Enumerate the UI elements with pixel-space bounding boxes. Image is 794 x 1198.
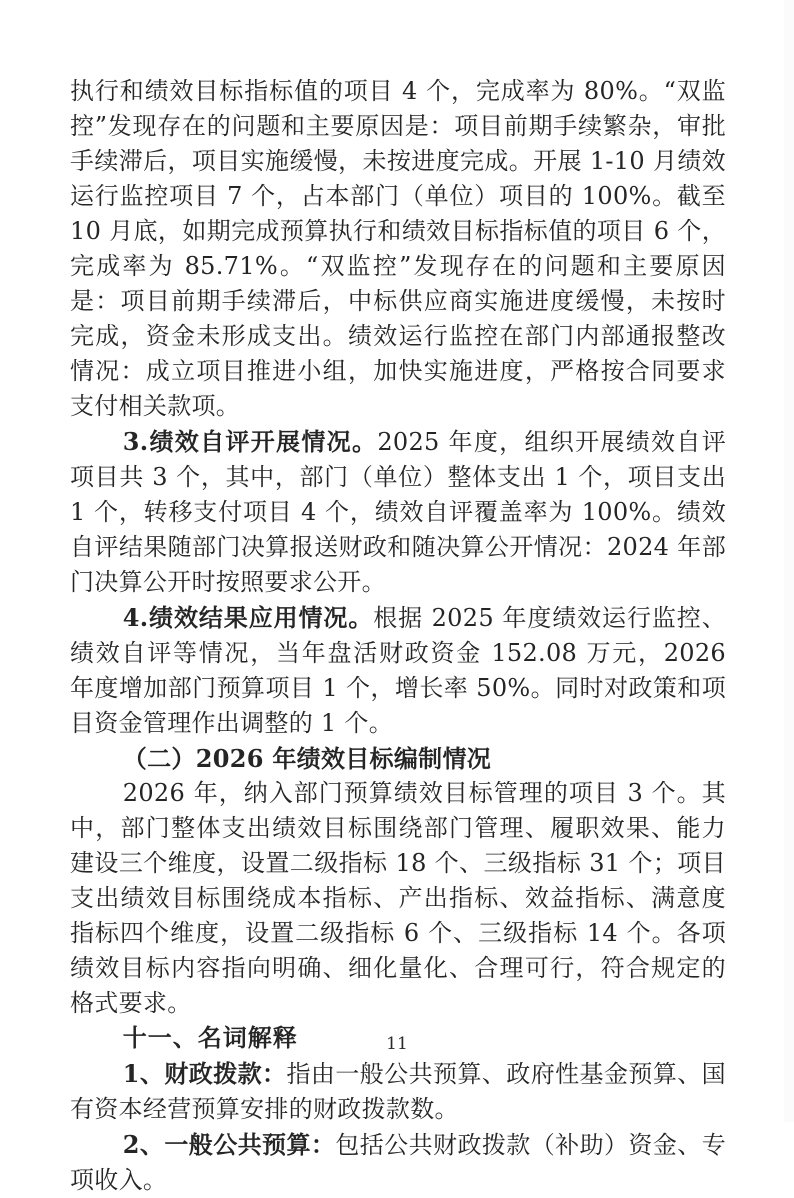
document-content (70, 74, 726, 1198)
text-segment: 十一、名词解释 (122, 1024, 298, 1052)
paragraph (70, 1127, 726, 1198)
text-segment: （二）2026 年绩效目标编制情况 (122, 744, 492, 773)
text-segment: 2025 年度，组织开展绩效自评项目共 3 个，其中，部门（单位）整体支出 1 个，项目支出 1 个，转移支付项目 4 个，绩效自评覆盖率为 100%。绩效自评结果随部门决算报送财政和随决算公开情况：2024 年部门决算公开时按照要求公开。 (70, 428, 726, 596)
text-segment: 1、财政拨款： (122, 1059, 287, 1088)
paragraph (70, 74, 726, 424)
paragraph (70, 600, 726, 741)
paragraph (70, 424, 726, 600)
paragraph (70, 776, 726, 1021)
text-segment: 2026 年，纳入部门预算绩效目标管理的项目 3 个。其中，部门整体支出绩效目标围绕部门管理、履职效果、能力建设三个维度，设置二级指标 18 个、三级指标 31 个；项目支出绩效目标围绕成本指标、产出指标、效益指标、满意度指标四个维度，设置二级指标 6 个、三级指标 14 个。各项绩效目标内容指向明确、细化量化、合理可行，符合规定的格式要求。 (70, 779, 726, 1017)
text-segment: 3.绩效自评开展情况。 (122, 427, 378, 456)
text-segment: 执行和绩效目标指标值的项目 4 个，完成率为 80%。“双监控”发现存在的问题和主要原因是：项目前期手续繁杂，审批手续滞后，项目实施缓慢，未按进度完成。开展 1-10 月绩效运行监控项目 7 个，占本部门（单位）项目的 100%。截至 10 月底，如期完成预算执行和绩效目标指标值的项目 6 个，完成率为 85.71%。“双监控”发现存在的问题和主要原因是：项目前期手续滞后，中标供应商实施进度缓慢，未按时完成，资金未形成支出。绩效运行监控在部门内部通报整改情况：成立项目推进小组，加快实施进度，严格按合同要求支付相关款项。 (70, 77, 726, 420)
sub-heading (70, 741, 726, 776)
page-footer (0, 1034, 794, 1054)
paragraph (70, 1056, 726, 1127)
text-segment: 包括公共财政拨款（补助）资金、专项收入。 (70, 1131, 726, 1194)
text-segment: 2、一般公共预算： (122, 1130, 336, 1159)
text-segment: 根据 2025 年度绩效运行监控、绩效自评等情况，当年盘活财政资金 152.08 万元，2026 年度增加部门预算项目 1 个，增长率 50%。同时对政策和项目资金管理作出调整的 1 个。 (70, 604, 726, 737)
text-segment: 指由一般公共预算、政府性基金预算、国有资本经营预算安排的财政拨款数。 (70, 1060, 726, 1123)
text-segment: 4.绩效结果应用情况。 (122, 603, 374, 632)
page-number: 11 (386, 1034, 408, 1054)
